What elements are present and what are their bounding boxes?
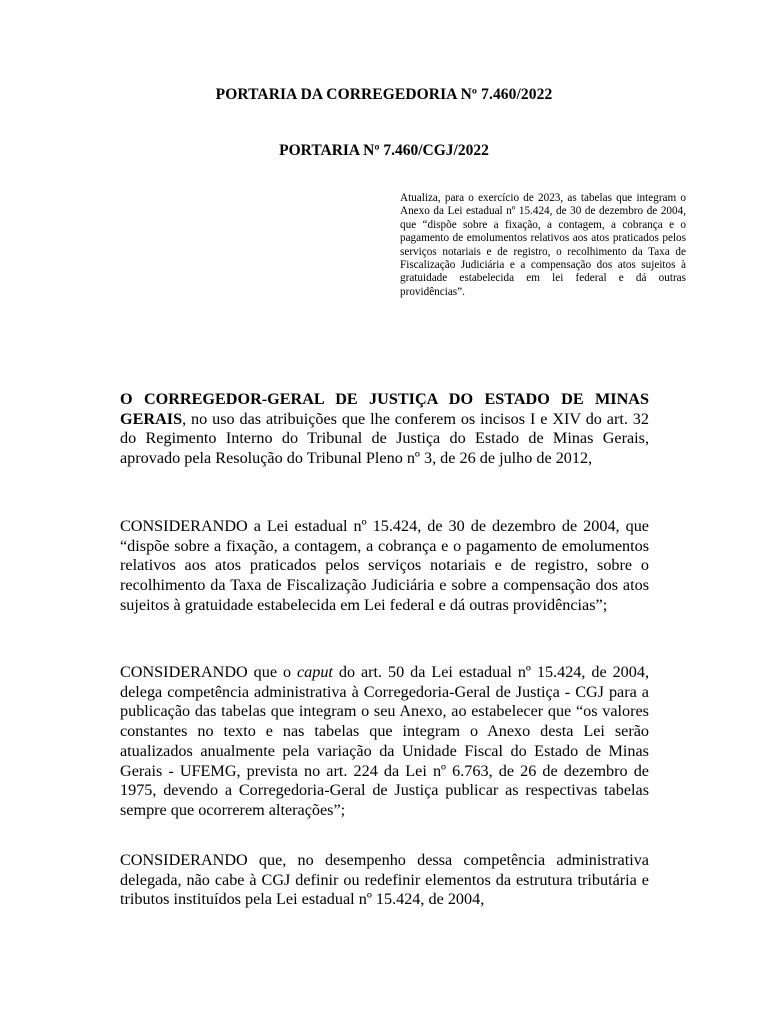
authority-name: O CORREGEDOR-GERAL DE JUSTIÇA DO ESTADO DE MINAS GERAIS	[120, 390, 649, 428]
ementa-summary: Atualiza, para o exercício de 2023, as tabelas que integram o Anexo da Lei estadual nº 15.424, de 30 de dezembro de 2004, que “dispõe sobre a fixação, a contagem, a cobrança e o pagamento de emolumentos relativos aos atos praticados pelos serviços notariais e de registro, o recolhimento da Taxa de Fiscalização Judiciária e a compensação dos atos sujeitos à gratuidade estabelecida em lei federal e dá outras providências”.	[400, 192, 686, 298]
caput-term: caput	[296, 663, 333, 681]
considerando-2-start: CONSIDERANDO que o	[120, 663, 297, 681]
considerando-paragraph-3: CONSIDERANDO que, no desempenho dessa competência administrativa delegada, não cabe à CGJ definir ou redefinir elementos da estrutura tributária e tributos instituídos pela Lei estadual nº 15.424, de 2004,	[120, 851, 649, 909]
considerando-2-rest: do art. 50 da Lei estadual nº 15.424, de 2004, delega competência administrativa à Corregedoria-Geral de Justiça - CGJ para a publicação das tabelas que integram o seu Anexo, ao estabelecer que “os valores constantes no texto e nas tabelas que integram o Anexo desta Lei serão atualizados anualmente pela variação da Unidade Fiscal do Estado de Minas Gerais - UFEMG, prevista no art. 224 da Lei nº 6.763, de 26 de dezembro de 1975, devendo a Corregedoria-Geral de Justiça publicar as respectivas tabelas sempre que ocorrerem alterações”;	[120, 663, 649, 819]
preamble-text: , no uso das atribuições que lhe conferem os incisos I e XIV do art. 32 do Regimento Interno do Tribunal de Justiça do Estado de Minas Gerais, aprovado pela Resolução do Tribunal Pleno nº 3, de 26 de julho de 2012,	[120, 409, 649, 468]
preamble-paragraph	[120, 390, 649, 469]
document-subtitle: PORTARIA Nº 7.460/CGJ/2022	[279, 142, 489, 159]
considerando-paragraph-2	[120, 663, 649, 821]
document-title: PORTARIA DA CORREGEDORIA Nº 7.460/2022	[215, 86, 553, 103]
considerando-paragraph-1: CONSIDERANDO a Lei estadual nº 15.424, de 30 de dezembro de 2004, que “dispõe sobre a fixação, a contagem, a cobrança e o pagamento de emolumentos relativos aos atos praticados pelos serviços notariais e de registro, sobre o recolhimento da Taxa de Fiscalização Judiciária e sobre a compensação dos atos sujeitos à gratuidade estabelecida em Lei federal e dá outras providências”;	[120, 517, 649, 614]
